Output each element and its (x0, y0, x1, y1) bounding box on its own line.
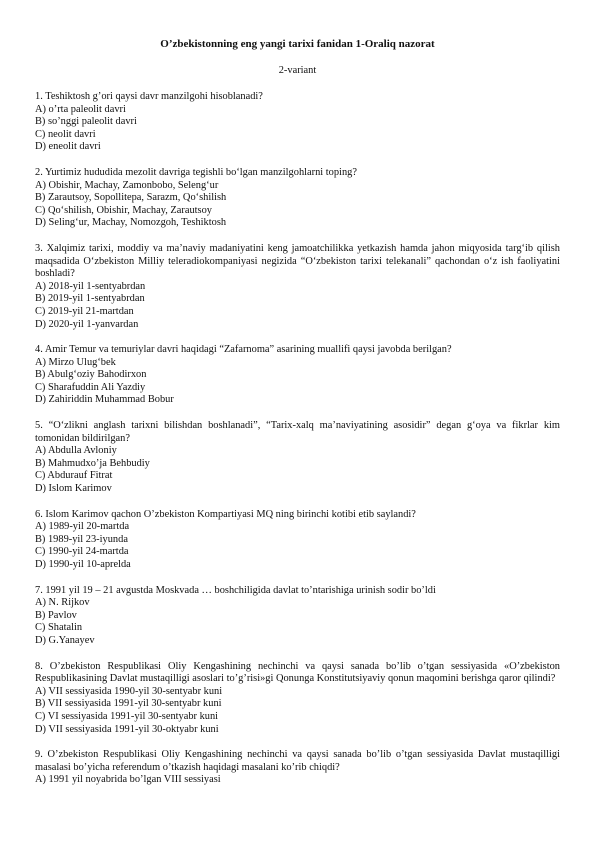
answer-option-d: D) Islom Karimov (35, 483, 112, 495)
question-text: 6. Islom Karimov qachon O’zbekiston Kompartiyasi MQ ning birinchi kotibi etib saylandi? (35, 508, 416, 520)
answer-option-a: A) Mirzo Ulug‘bek (35, 356, 116, 368)
answer-option-b: B) Zarautsoy, Sopollitepa, Sarazm, Qo‘shilish (35, 192, 227, 204)
answer-option-c: C) Qo‘shilish, Obishir, Machay, Zarautsoy (35, 204, 212, 216)
answer-option-d: D) 1990-yil 10-aprelda (35, 559, 131, 570)
question-1 (35, 91, 560, 154)
question-3 (35, 243, 560, 331)
question-text: 5. “O‘zlikni anglash tarixni bilishdan boshlanadi”, “Tarix-xalq ma’naviyatining asosidir” degan g‘oya va fikrlar kim tomonidan bildirilgan? (35, 420, 560, 444)
document-title: O’zbekistonning eng yangi tarixi fanidan 1-Oraliq nazorat (160, 38, 435, 50)
answer-option-c: C) neolit davri (35, 128, 96, 140)
answer-option-c: C) Sharafuddin Ali Yazdiy (35, 381, 146, 393)
answer-option-c: C) 2019-yil 21-martdan (35, 305, 134, 317)
answer-option-a: A) 2018-yil 1-sentyabrdan (35, 280, 146, 292)
document-page (35, 38, 560, 787)
question-5 (35, 420, 560, 496)
answer-option-a: A) VII sessiyasida 1990-yil 30-sentyabr kuni (35, 685, 223, 697)
answer-option-b: B) Mahmudxo’ja Behbudiy (35, 457, 150, 469)
answer-option-b: B) VII sessiyasida 1991-yil 30-sentyabr kuni (35, 698, 222, 710)
answer-option-a: A) Abdulla Avloniy (35, 445, 117, 457)
question-text: 8. O’zbekiston Respublikasi Oliy Kengashining nechinchi va qaysi sanada bo’lib o’tgan sessiyasida «O’zbekiston Respublikasining Davlat mustaqilligi asoslari to’g’risi»gi Qonunga Konstitutsiyaviy qonun maqomini berishga qaror qilindi? (35, 660, 560, 685)
answer-option-b: B) 1989-yil 23-iyunda (35, 533, 128, 545)
answer-option-a: A) Obishir, Machay, Zamonbobo, Seleng‘ur (35, 179, 219, 191)
answer-option-b: B) Pavlov (35, 609, 77, 621)
answer-option-a: A) 1989-yil 20-martda (35, 521, 130, 533)
question-8 (35, 661, 560, 737)
question-text: 9. O’zbekiston Respublikasi Oliy Kengashining nechinchi va qaysi sanada bo’lib o’tgan sessiyasida Davlat mustaqilligi masalasi bo’yicha referendum o’tkazish haqidagi masalani ko’rib chiqdi? (35, 749, 560, 773)
question-text: 1. Teshiktosh g’ori qaysi davr manzilgohi hisoblanadi? (35, 91, 263, 102)
question-text: 4. Amir Temur va temuriylar davri haqidagi “Zafarnoma” asarining muallifi qaysi javobda berilgan? (35, 344, 452, 356)
question-text: 7. 1991 yil 19 – 21 avgustda Moskvada … boshchiligida davlat to’ntarishiga urinish sodir bo’ldi (35, 584, 436, 596)
answer-option-b: B) so’nggi paleolit davri (35, 116, 137, 128)
question-2 (35, 167, 560, 230)
answer-option-c: C) VI sessiyasida 1991-yil 30-sentyabr kuni (35, 710, 219, 722)
answer-option-c: C) Abdurauf Fitrat (35, 470, 113, 482)
variant-label: 2-variant (278, 65, 317, 76)
answer-option-b: B) 2019-yil 1-sentyabrdan (35, 293, 145, 305)
answer-option-d: D) VII sessiyasida 1991-yil 30-oktyabr kuni (35, 723, 219, 735)
answer-option-c: C) 1990-yil 24-martda (35, 546, 129, 558)
question-4 (35, 344, 560, 407)
question-6 (35, 509, 560, 572)
question-list (35, 91, 560, 787)
question-9 (35, 749, 560, 787)
answer-option-d: D) Seling‘ur, Machay, Nomozgoh, Teshiktosh (35, 217, 227, 229)
question-text: 3. Xalqimiz tarixi, moddiy va ma’naviy madaniyatini keng jamoatchilikka yetkazish hamda jahon miqyosida targ‘ib qilish maqsadida O‘zbekiston Milliy teleradiokompaniyasi negizida “O‘zbekiston tarixi telekanali” qachondan o‘z ish faoliyatini boshladi? (35, 242, 560, 280)
question-text: 2. Yurtimiz hududida mezolit davriga tegishli bo‘lgan manzilgohlarni toping? (35, 166, 357, 178)
answer-option-b: B) Abulg‘oziy Bahodirxon (35, 369, 147, 381)
answer-option-d: D) G.Yanayev (35, 634, 95, 646)
question-7 (35, 585, 560, 648)
answer-option-a: A) N. Rijkov (35, 597, 90, 609)
answer-option-d: D) 2020-yil 1-yanvardan (35, 318, 139, 330)
answer-option-a: A) o’rta paleolit davri (35, 103, 126, 115)
answer-option-a: A) 1991 yil noyabrida bo’lgan VIII sessiyasi (35, 774, 221, 786)
answer-option-c: C) Shatalin (35, 622, 83, 634)
answer-option-d: D) eneolit davri (35, 141, 101, 153)
answer-option-d: D) Zahiriddin Muhammad Bobur (35, 394, 174, 406)
